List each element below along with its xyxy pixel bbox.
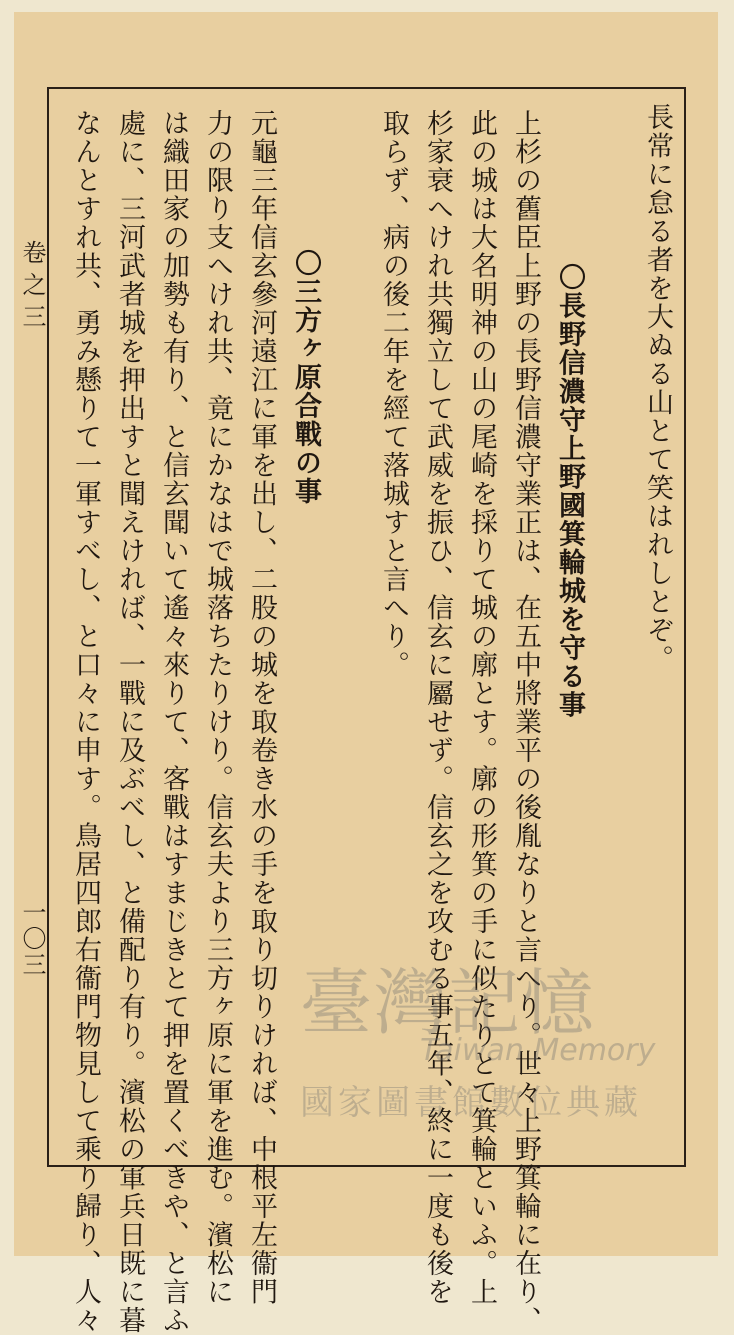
running-head: 卷之三 [18,240,46,336]
section-heading: 〇三方ヶ原合戰の事 [290,249,321,506]
watermark-title: 臺灣記憶 [300,961,597,1045]
watermark-subtitle: 國家圖書館數位典藏 [300,1083,642,1123]
page-number: 一〇三 [18,900,46,978]
text-column: 上杉の舊臣上野の長野信濃守業正は、在五中將業平の後胤なりと言へり。世々上野箕輪に在り、 [510,109,541,1335]
text-column: 元龜三年信玄參河遠江に軍を出し、二股の城を取卷き水の手を取り切りければ、中根平左衞門 [246,109,277,1306]
text-column: 長常に怠る者を大ぬる山とて笑はれしとぞ。 [642,103,673,673]
text-column: 此の城は大名明神の山の尾崎を採りて城の廓とす。廓の形箕の手に似たりとて箕輪といふ。上 [466,109,497,1306]
text-column: 處に、三河武者城を押出すと聞えければ、一戰に及ぶべし、と備配り有り。濱松の軍兵日既に暮 [114,109,145,1335]
text-column: 力の限り支へけれ共、竟にかなはで城落ちたりけり。信玄夫より三方ヶ原に軍を進む。濱松に [202,109,233,1306]
watermark-english: Taiwan Memory [420,1033,656,1068]
watermark [300,945,700,1155]
text-column: は織田家の加勢も有り、と信玄聞いて遙々來りて、客戰はすまじきとて押を置くべきや、と言ふ [158,109,189,1335]
text-column: なんとすれ共、勇み懸りて一軍すべし、と口々に申す。鳥居四郎右衞門物見して乘り歸り、人々 [70,109,101,1335]
text-column: 取らず、病の後二年を經て落城すと言へり。 [378,109,409,679]
text-column: 杉家衰へけれ共獨立して武威を振ひ、信玄に屬せず。信玄之を攻むる事五年、終に一度も後を [422,109,453,1306]
section-heading: 〇長野信濃守上野國箕輪城を守る事 [554,263,585,719]
